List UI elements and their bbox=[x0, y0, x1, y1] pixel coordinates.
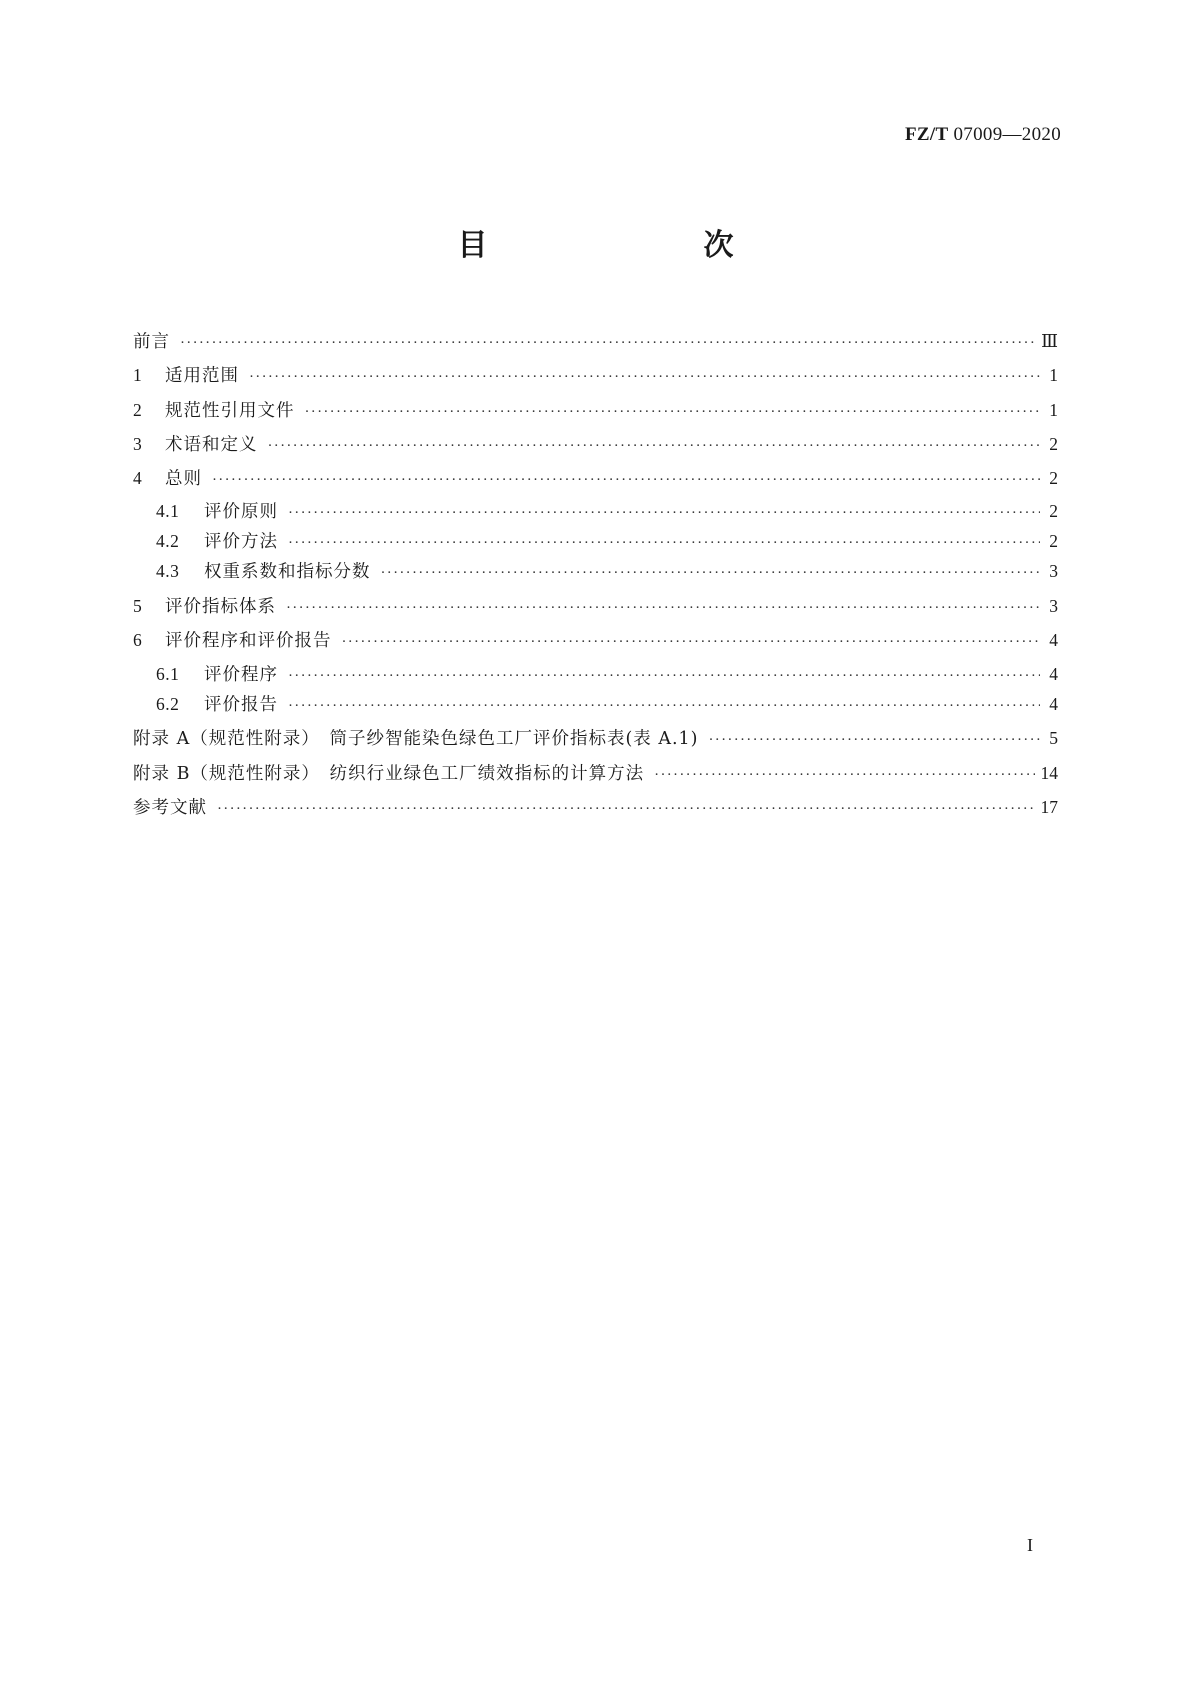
toc-entry-page: 1 bbox=[1049, 365, 1058, 385]
toc-entry-6-1[interactable] bbox=[133, 661, 1058, 687]
dot-leader bbox=[709, 727, 1040, 753]
toc-entry-number: 6.1 bbox=[156, 664, 180, 684]
toc-entry-label bbox=[133, 528, 278, 555]
toc-entry-number: 6 bbox=[133, 630, 143, 650]
page-number: I bbox=[1027, 1535, 1033, 1555]
dot-leader bbox=[212, 467, 1040, 493]
dot-leader bbox=[288, 500, 1040, 526]
toc-entry-label bbox=[133, 726, 699, 752]
toc-entry-title: 评价指标体系 bbox=[165, 597, 276, 617]
toc-entry-title: 评价程序和评价报告 bbox=[165, 631, 332, 651]
toc-entry-3[interactable] bbox=[133, 431, 1058, 457]
standard-code-number: 07009—2020 bbox=[953, 124, 1061, 145]
toc-entry-label bbox=[133, 397, 295, 424]
dot-leader bbox=[381, 560, 1041, 586]
toc-entry-number: 4 bbox=[133, 468, 143, 488]
toc-entry-page: 3 bbox=[1049, 596, 1058, 616]
toc-entry-4-3[interactable] bbox=[133, 558, 1058, 584]
toc-entry-page: 2 bbox=[1049, 434, 1058, 454]
toc-entry-number: 6.2 bbox=[156, 694, 180, 714]
toc-entry-4-2[interactable] bbox=[133, 528, 1058, 554]
toc-entry-page: 14 bbox=[1040, 763, 1058, 783]
toc-entry-title: 评价方法 bbox=[204, 532, 278, 552]
toc-entry-title: 评价原则 bbox=[204, 502, 278, 522]
toc-entry-page: 4 bbox=[1049, 694, 1058, 714]
toc-entry-6-2[interactable] bbox=[133, 691, 1058, 717]
toc-entry-title: 术语和定义 bbox=[165, 435, 258, 455]
toc-entry-label bbox=[133, 661, 278, 688]
toc-entry-title: 权重系数和指标分数 bbox=[204, 562, 371, 582]
toc-entry-page: 2 bbox=[1049, 531, 1058, 551]
dot-leader bbox=[180, 330, 1035, 356]
dot-leader bbox=[249, 364, 1040, 390]
toc-entry-page: Ⅲ bbox=[1041, 331, 1058, 351]
toc-entry-page: 2 bbox=[1049, 501, 1058, 521]
toc-entry-2[interactable] bbox=[133, 397, 1058, 423]
dot-leader bbox=[288, 530, 1040, 556]
toc-entry-page: 2 bbox=[1049, 468, 1058, 488]
dot-leader bbox=[286, 595, 1040, 621]
toc-entry-appendix-a[interactable] bbox=[133, 725, 1058, 751]
toc-entry-label bbox=[133, 691, 278, 718]
toc-entry-title: 规范性引用文件 bbox=[165, 401, 295, 421]
toc-entry-4[interactable] bbox=[133, 465, 1058, 491]
toc-entry-label bbox=[133, 761, 644, 787]
toc-entry-title: 适用范围 bbox=[165, 366, 239, 386]
toc-entry-5[interactable] bbox=[133, 593, 1058, 619]
standard-code bbox=[905, 124, 1061, 146]
toc-entry-1[interactable] bbox=[133, 362, 1058, 388]
toc-entry-title: 总则 bbox=[165, 469, 202, 489]
toc-entry-label bbox=[133, 593, 276, 620]
toc-entry-page: 1 bbox=[1049, 400, 1058, 420]
toc-entry-number: 5 bbox=[133, 596, 143, 616]
toc-entry-label bbox=[133, 431, 258, 458]
page-title: 目 次 bbox=[457, 228, 786, 263]
toc-entry-label bbox=[133, 465, 202, 492]
toc-entry-number: 4.1 bbox=[156, 501, 180, 521]
toc-entry-number: 4.3 bbox=[156, 561, 180, 581]
dot-leader bbox=[654, 762, 1034, 788]
toc-entry-label bbox=[133, 329, 170, 355]
toc-entry-title: 附录 B（规范性附录） 纺织行业绿色工厂绩效指标的计算方法 bbox=[133, 764, 645, 784]
toc-entry-title: 参考文献 bbox=[133, 798, 207, 818]
toc-entry-6[interactable] bbox=[133, 627, 1058, 653]
toc-entry-label bbox=[133, 498, 278, 525]
toc-entry-label bbox=[133, 558, 371, 585]
dot-leader bbox=[288, 663, 1040, 689]
toc-entry-label bbox=[133, 627, 332, 654]
toc-entry-references[interactable] bbox=[133, 794, 1058, 820]
toc-entry-title: 评价程序 bbox=[204, 665, 278, 685]
dot-leader bbox=[217, 796, 1035, 822]
toc-entry-label bbox=[133, 795, 207, 821]
toc-entry-number: 1 bbox=[133, 365, 143, 385]
dot-leader bbox=[305, 399, 1041, 425]
toc-entry-page: 4 bbox=[1049, 630, 1058, 650]
dot-leader bbox=[288, 693, 1040, 719]
toc-entry-label bbox=[133, 362, 239, 389]
toc-entry-foreword[interactable] bbox=[133, 328, 1058, 354]
toc-entry-page: 17 bbox=[1040, 797, 1058, 817]
toc-entry-page: 3 bbox=[1049, 561, 1058, 581]
toc-entry-appendix-b[interactable] bbox=[133, 760, 1058, 786]
toc-entry-number: 2 bbox=[133, 400, 143, 420]
toc-entry-page: 4 bbox=[1049, 664, 1058, 684]
toc-entry-number: 3 bbox=[133, 434, 143, 454]
toc-entry-4-1[interactable] bbox=[133, 498, 1058, 524]
toc-entry-page: 5 bbox=[1049, 728, 1058, 748]
toc-entry-number: 4.2 bbox=[156, 531, 180, 551]
toc-entry-title: 前言 bbox=[133, 332, 170, 352]
dot-leader bbox=[342, 629, 1041, 655]
toc-entry-title: 附录 A（规范性附录） 筒子纱智能染色绿色工厂评价指标表(表 A.1) bbox=[133, 729, 699, 749]
standard-code-prefix: FZ/T bbox=[905, 124, 949, 145]
dot-leader bbox=[268, 433, 1041, 459]
toc-entry-title: 评价报告 bbox=[204, 695, 278, 715]
